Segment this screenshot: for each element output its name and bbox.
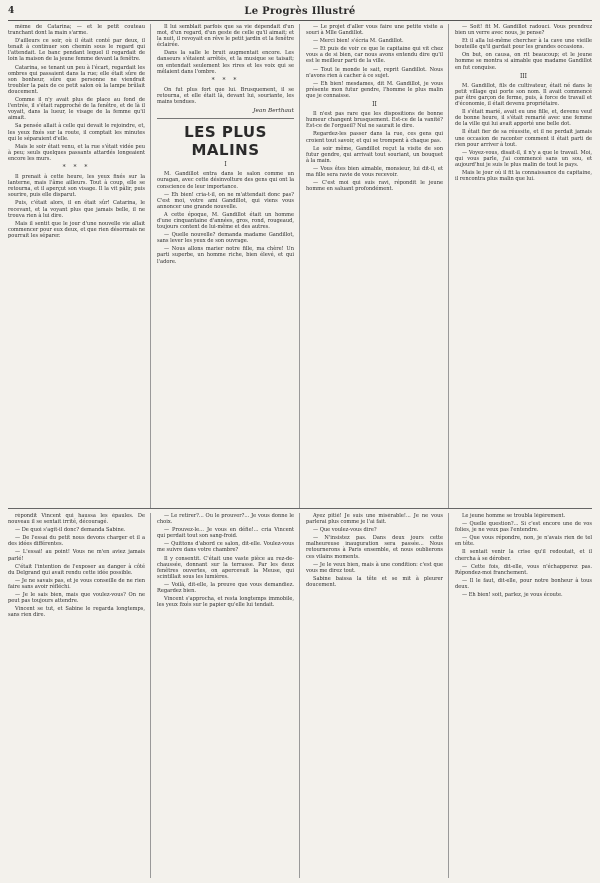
section-separator: * * *: [62, 163, 91, 171]
paragraph: — Eh bien! mesdames, dit M. Gandillot, je vous présente mon futur gendre, l'homme le plus malin que je connaisse.: [306, 80, 443, 99]
paragraph: Il était fier de sa réussite, et il ne perdait jamais une occasion de raconter comment il était parti de rien pour arriver à tout.: [455, 129, 592, 148]
paragraph: — Soit! fit M. Gandillot radouci. Vous prendrez bien un verre avec nous, je pense?: [455, 24, 592, 37]
paragraph: même de Catarina; — et le petit couteau tranchant dont la main s'arme.: [8, 24, 145, 37]
paragraph: — Quelle question?... Si c'est encore une de vos folies, je ne veux pas l'entendre.: [455, 521, 592, 534]
paragraph: Et il alla lui-même chercher à la cave une vieille bouteille qu'il gardait pour les grandes occasions.: [455, 38, 592, 51]
paragraph: Sa pensée allait à celle qui devait le rejoindre, et, les yeux fixés sur la route, il comptait les minutes qui le séparaient d'elle.: [8, 123, 145, 142]
paragraph: C'était l'intention de l'exposer au danger à côté du Delgrand qui avait rendu cette idée possible.: [8, 563, 145, 576]
paragraph: — C'est moi qui suis ravi, répondit le jeune homme en saluant profondément.: [306, 180, 443, 193]
divider: [157, 118, 294, 119]
lower-column-2: [157, 513, 300, 878]
paragraph: — Voyez-vous, disait-il, il n'y a que le travail. Moi, qui vous parle, j'ai commencé sans un sou, et aujourd'hui je suis le plus malin de tout le pays.: [455, 149, 592, 168]
paragraph: Il n'est pas rare que les dispositions de bonne humeur changent brusquement. Est-ce de la vanité? Est-ce de l'orgueil? Nul ne saurait le dire.: [306, 111, 443, 130]
paragraph: — Eh bien! soit, parlez, je vous écoute.: [462, 592, 563, 599]
paragraph: Puis, c'était alors, il en était sûr! Catarina, le recevant, et la voyant plus que jamais belle, il ne trouva rien à lui dire.: [8, 200, 145, 219]
page-number: 4: [8, 6, 15, 16]
chapter-number: III: [519, 72, 528, 80]
column-4: [455, 24, 592, 508]
paragraph: Mais le jour où il fit la connaissance du capitaine, il rencontra plus malin que lui.: [455, 169, 592, 183]
paragraph: Comme il n'y avait plus de place au fond de l'entrée, il s'était rapproché de la fenêtre, et de là il voyait, dans la lueur, le visage de la femme qu'il aimait.: [8, 97, 145, 122]
chapter-number: I: [224, 161, 227, 169]
paragraph: — De quoi s'agit-il donc? demanda Sabine.: [15, 527, 126, 534]
paragraph: A cette époque, M. Gandillot était un homme d'une cinquantaine d'années, gros, rond, rougeaud, toujours content de lui-même et des autres.: [157, 211, 294, 231]
paragraph: Il sentait venir la crise qu'il redoutait, et il chercha à se dérober.: [455, 549, 592, 562]
paragraph: Il y consentit. C'était une vaste pièce au rez-de-chaussée, donnant sur la terrasse. Par les deux fenêtres ouvertes, on apercevait la Meuse, qui scintillait sous les lumières.: [157, 555, 294, 580]
paragraph: Regardez-les passer dans la rue, ces gens qui croient tout savoir, et qui se trompent à chaque pas.: [306, 131, 443, 144]
masthead: [8, 6, 592, 21]
lower-column-4: [455, 513, 592, 878]
column-3: [306, 24, 449, 508]
lower-section: [8, 513, 592, 878]
paragraph: M. Gandillot, fils de cultivateur, était né dans le petit village qui porte son nom. Il avait commencé par être garçon de ferme, puis, à force de travail et d'économie, il était devenu propriétaire.: [455, 82, 592, 108]
section-separator: * * *: [211, 76, 240, 84]
paragraph: — Cette fois, dit-elle, vous n'échapperez pas. Répondez-moi franchement.: [455, 563, 592, 576]
chapter-number: II: [372, 101, 377, 109]
paragraph: Le jeune homme se troubla légèrement.: [462, 513, 566, 519]
paragraph: — Nous allons marier notre fille, ma chère! Un parti superbe, un homme riche, bien élevé, et qui l'adore.: [157, 246, 294, 265]
paragraph: — Le retirer?... Ou le prouver?... Je vous donne le choix.: [157, 513, 294, 526]
paragraph: — De l'essai du petit nous devons charger et il a des idées différentes.: [8, 535, 145, 548]
paragraph: — Je ne savais pas, et je vous conseille de ne rien faire sans avoir réfléchi.: [8, 577, 145, 590]
paragraph: Mais le soir était venu, et la rue s'était vidée peu à peu; seuls quelques passants attardés longeaient encore les murs.: [8, 143, 145, 162]
column-1: [8, 24, 151, 508]
paragraph: — Merci bien! s'écria M. Gandillot.: [313, 38, 404, 45]
journal-title: Le Progrès Illustré: [244, 6, 356, 17]
paragraph: Il s'était marié, avait eu une fille, et, devenu veuf de bonne heure, il s'était remarié avec une femme de la ville qui lui avait apporté une belle dot.: [455, 109, 592, 128]
lower-column-1: [8, 513, 151, 878]
paragraph: — Le projet d'aller vous faire une petite visite a souri à Mlle Gandillot.: [306, 24, 443, 37]
paragraph: — Je le veux bien, mais à une condition: c'est que vous me direz tout.: [306, 561, 443, 574]
column-2: [157, 24, 300, 508]
story-headline: LES PLUS MALINS: [184, 123, 267, 160]
paragraph: — Que voulez-vous dire?: [313, 527, 377, 534]
author-signature: Jean Berthaut: [253, 108, 294, 115]
paragraph: Le soir même, Gandillot reçut la visite de son futur gendre, qui arrivait tout souriant, un bouquet à la main.: [306, 145, 443, 164]
paragraph: — Il le faut, dit-elle, pour notre bonheur à tous deux.: [455, 577, 592, 590]
paragraph: Il lui semblait parfois que sa vie dépendait d'un mot, d'un regard, d'un geste de celle qu'il aimait; et la nuit, il revoyait en rêve le petit jardin et la fenêtre éclairée.: [157, 24, 294, 49]
paragraph: répondit Vincent qui haussa les épaules. De nouveau il se sentait irrité, découragé.: [8, 513, 145, 526]
paragraph: Sabine baissa la tête et se mit à pleurer doucement.: [306, 575, 443, 588]
paragraph: On fut plus fort que lui. Brusquement, il se retourna, et elle était là, devant lui, souriante, les mains tendues.: [157, 86, 294, 106]
paragraph: — Quittons d'abord ce salon, dit-elle. Voulez-vous me suivre dans votre chambre?: [157, 541, 294, 554]
paragraph: — Tout le monde le sait, reprit Gandillot. Nous n'avons rien à cacher à ce sujet.: [306, 66, 443, 79]
paragraph: D'ailleurs ce soir, où il était conté par deux, il tenait à continuer son chemin sous le regard qui l'attendait. Le banc pendant lequel il regardait de loin la maison de la jeune femme devant la fenêtre.: [8, 38, 145, 63]
paragraph: — Vous êtes bien aimable, monsieur, lui dit-il, et ma fille sera ravie de vous recevoir.: [306, 165, 443, 178]
paragraph: — Quelle nouvelle? demanda madame Gandillot, sans lever les yeux de son ouvrage.: [157, 232, 294, 245]
paragraph: — Eh bien! cria-t-il, on ne m'attendait donc pas? C'est moi, votre ami Gandillot, qui viens vous annoncer une grande nouvelle.: [157, 191, 294, 210]
paragraph: — Que vous répondre, non, je n'avais rien de tel en tête.: [455, 535, 592, 548]
paragraph: Ayez pitié! Je suis une misérable!... Je ne vous parlerai plus comme je l'ai fait.: [306, 513, 443, 526]
upper-section: [8, 24, 592, 509]
paragraph: Vincent se tut, et Sabine le regarda longtemps, sans rien dire.: [8, 606, 145, 619]
paragraph: — N'insistez pas. Dans deux jours cette malheureuse inauguration sera passée... Nous retournerons à Paris ensemble, et nous oublierons ces vilains moments.: [306, 535, 443, 560]
paragraph: Vincent s'approcha, et resta longtemps immobile, les yeux fixés sur le papier qu'elle lui tendait.: [157, 596, 294, 609]
paragraph: Catarina, se tenant un peu à l'écart, regardait les ombres qui passaient dans la rue; elle était sûre de son bonheur, sûre que personne ne viendrait troubler la paix de ce petit salon où la lampe brûlait doucement.: [8, 64, 145, 95]
paragraph: On but, on causa, on rit beaucoup; et le jeune homme se montra si aimable que madame Gandillot en fut conquise.: [455, 52, 592, 71]
lower-column-3: [306, 513, 449, 878]
paragraph: — Prouvez-le... Je vous en défie!... cria Vincent qui perdait tout son sang-froid.: [157, 527, 294, 540]
paragraph: — Et puis de voir ce que le capitaine qui vit chez vous a de si bien, car nous avons entendu dire qu'il est le meilleur parti de la ville.: [306, 46, 443, 65]
paragraph: — L'essai! au point! Vous ne m'en aviez jamais parlé!: [8, 549, 145, 562]
paragraph: M. Gandillot entra dans le salon comme un ouragan, avec cette désinvolture des gens qui ont la conscience de leur importance.: [157, 171, 294, 190]
paragraph: Mais il sentit que le jour d'une nouvelle vie allait commencer pour eux deux, et que rien désormais ne pourrait les séparer.: [8, 220, 145, 239]
paragraph: Il prenait à cette heure, les yeux fixés sur la lanterne, mais l'âme ailleurs. Tout à coup, elle se retourna, et il aperçut son visage. Il la vit pâlir, puis sourire, puis elle disparut.: [8, 174, 145, 199]
paragraph: — Je le sais bien, mais que voulez-vous? On ne peut pas toujours attendre.: [8, 592, 145, 605]
paragraph: — Voilà, dit-elle, la preuve que vous demandiez. Regardez bien.: [157, 581, 294, 595]
paragraph: Dans la salle le bruit augmentait encore. Les danseurs s'étaient arrêtés, et la musique se taisait; on entendait seulement les rires et les voix qui se mêlaient dans l'ombre.: [157, 50, 294, 75]
